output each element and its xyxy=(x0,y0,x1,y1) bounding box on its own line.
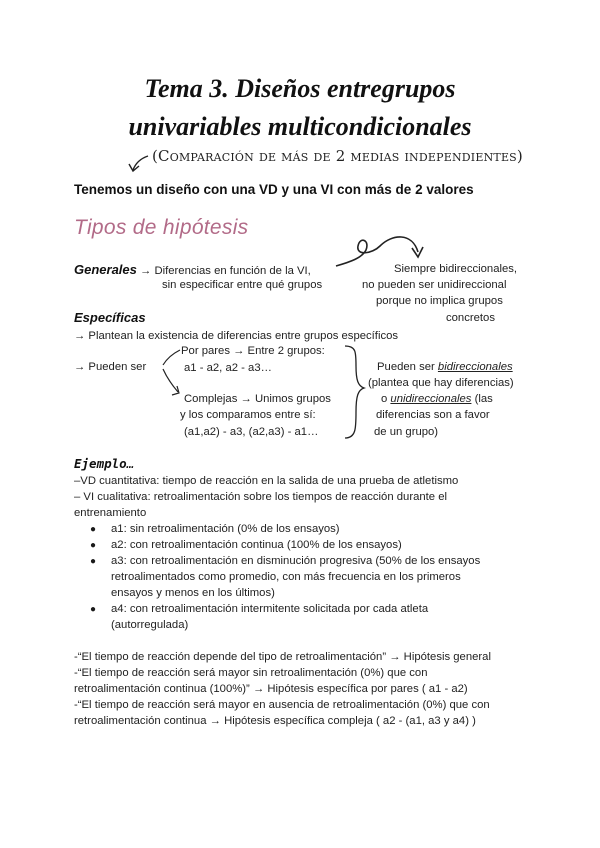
curly-brace-icon xyxy=(345,346,364,438)
bullet-a1: a1: sin retroalimentación (0% de los ensayos) xyxy=(111,523,340,535)
generales-note-2: no pueden ser unidireccional xyxy=(362,279,507,291)
bullet-a3-line-2: retroalimentados como promedio, con más frecuencia en los primeros xyxy=(111,571,461,583)
complejas-line-2: y los comparamos entre sí: xyxy=(180,409,316,421)
especificas-label: Específicas xyxy=(74,310,146,325)
page-title-line-2: univariables multicondicionales xyxy=(128,112,472,141)
loop-arrow-icon xyxy=(336,237,418,266)
generales-line-2: sin especificar entre qué grupos xyxy=(162,279,323,291)
especificas-line-1: → Plantean la existencia de diferencias entre grupos específicos xyxy=(74,330,399,342)
complejas-line-1: Complejas → Unimos grupos xyxy=(184,393,331,405)
page-subtitle: (Comparación de más de 2 medias independientes) xyxy=(152,147,523,165)
complejas-line-3: (a1,a2) - a3, (a2,a3) - a1… xyxy=(184,426,319,438)
bidireccionales-term: bidireccionales xyxy=(437,361,513,373)
pares-line-2: a1 - a2, a2 - a3… xyxy=(184,362,272,374)
fork-up-arrow-icon xyxy=(163,350,180,365)
bullet-a4-line-2: (autorregulada) xyxy=(111,619,189,631)
intro-text: Tenemos un diseño con una VD y una VI con más de 2 valores xyxy=(74,182,474,197)
generales-note-1: Siempre bidireccionales, xyxy=(394,263,518,275)
bullet-a4-line-1: a4: con retroalimentación intermitente solicitada por cada atleta xyxy=(111,603,429,615)
bullet-dot: ● xyxy=(90,604,97,615)
ejemplo-heading: Ejemplo… xyxy=(74,456,135,471)
bullet-dot: ● xyxy=(90,556,97,567)
bullet-a3-line-3: ensayos y menos en los últimos) xyxy=(111,587,275,599)
bullet-dot: ● xyxy=(90,540,97,551)
hipotesis-line-2: -“El tiempo de reacción será mayor sin retroalimentación (0%) que con xyxy=(74,667,428,679)
hipotesis-line-5: retroalimentación continua → Hipótesis específica compleja ( a2 - (a1, a3 y a4) ) xyxy=(74,715,476,727)
bullet-a2: a2: con retroalimentación continua (100% de los ensayos) xyxy=(111,539,402,551)
section-title: Tipos de hipótesis xyxy=(74,216,249,239)
generales-row xyxy=(74,261,311,279)
generales-arrow: → xyxy=(136,265,155,277)
direccion-line-2: (plantea que hay diferencias) xyxy=(368,377,514,389)
vd-line: –VD cuantitativa: tiempo de reacción en la salida de una prueba de atletismo xyxy=(74,475,459,487)
generales-note-4: concretos xyxy=(446,312,495,324)
vi-line-2: entrenamiento xyxy=(74,507,147,519)
generales-line-1: Diferencias en función de la VI, xyxy=(154,265,311,277)
fork-down-arrow-icon xyxy=(163,369,178,392)
pares-line-1: Por pares → Entre 2 grupos: xyxy=(181,345,325,357)
generales-note-3: porque no implica grupos xyxy=(376,295,503,307)
direccion-line-4: diferencias son a favor xyxy=(376,409,490,421)
hipotesis-line-4: -“El tiempo de reacción será mayor en ausencia de retroalimentación (0%) que con xyxy=(74,699,490,711)
pueden-ser-label: → Pueden ser xyxy=(74,361,147,373)
direccion-line-3: o unidireccionales (las xyxy=(381,393,493,405)
page-title-line-1: Tema 3. Diseños entregrupos xyxy=(144,74,456,103)
generales-label: Generales xyxy=(74,262,137,277)
vi-line-1: – VI cualitativa: retroalimentación sobre los tiempos de reacción durante el xyxy=(74,491,447,503)
hipotesis-line-3: retroalimentación continua (100%)” → Hipótesis específica por pares ( a1 - a2) xyxy=(74,683,468,695)
curved-arrow-icon xyxy=(133,156,148,170)
bullet-a3-line-1: a3: con retroalimentación en disminución progresiva (50% de los ensayos xyxy=(111,555,481,567)
direccion-line-1: Pueden ser bidireccionales xyxy=(377,361,513,373)
bullet-dot: ● xyxy=(90,524,97,535)
unidireccionales-term: unidireccionales xyxy=(390,393,472,405)
direccion-line-5: de un grupo) xyxy=(374,426,439,438)
hipotesis-line-1: -“El tiempo de reacción depende del tipo de retroalimentación” → Hipótesis general xyxy=(74,651,491,663)
